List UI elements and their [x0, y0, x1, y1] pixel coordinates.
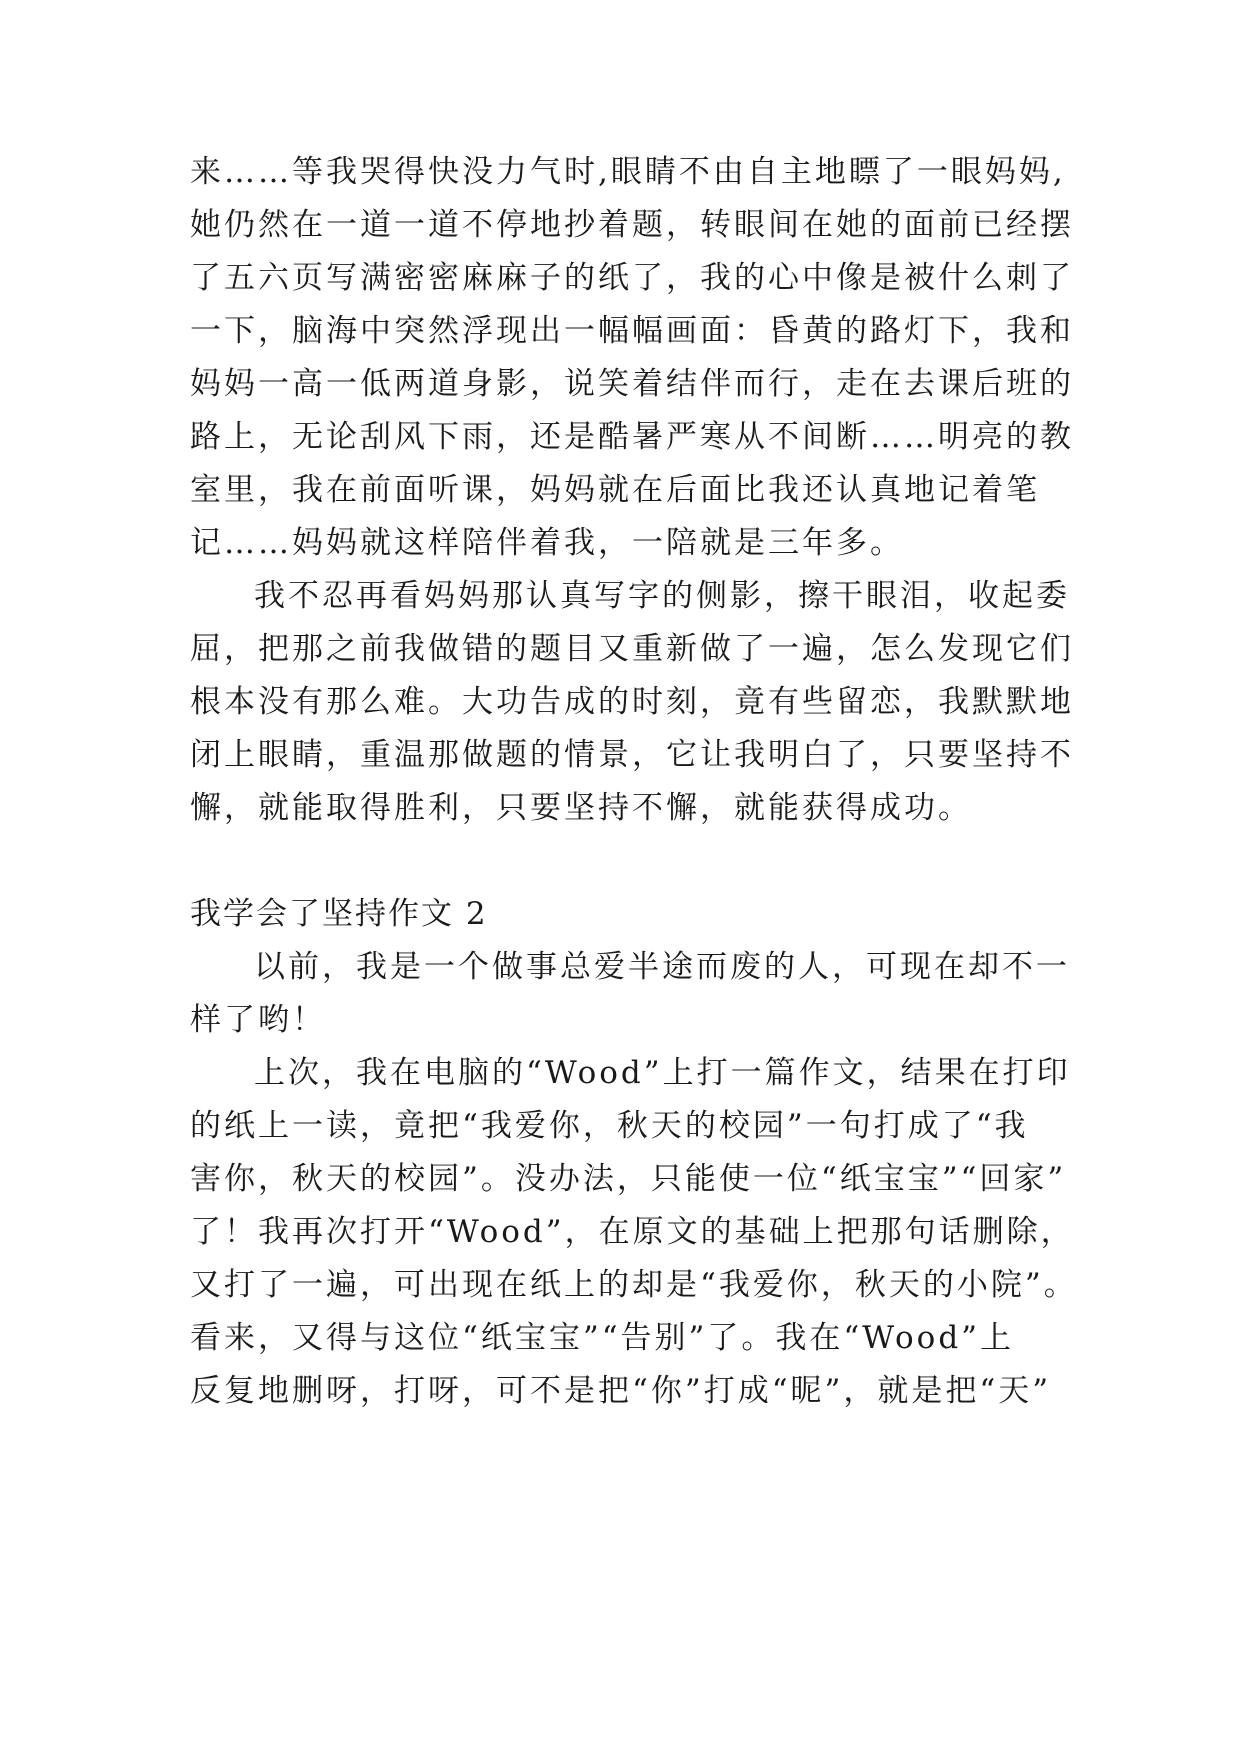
paragraph-start-line: 以前，我是一个做事总爱半途而废的人，可现在却不一 — [254, 949, 1070, 985]
text-line: 害你，秋天的校园”。没办法，只能使一位“纸宝宝”“回家” — [190, 1161, 1067, 1197]
text-line: 了！我再次打开“Wood”，在原文的基础上把那句话删除， — [190, 1214, 1075, 1250]
text-line: 路上，无论刮风下雨，还是酷暑严寒从不间断……明亮的教 — [190, 419, 1074, 455]
text-line: 反复地删呀，打呀，可不是把“你”打成“昵”，就是把“天” — [190, 1373, 1052, 1409]
text-line: 闭上眼睛，重温那做题的情景，它让我明白了，只要坚持不 — [190, 737, 1074, 773]
section-title: 我学会了坚持作文 2 — [190, 896, 488, 932]
text-line: 她仍然在一道一道不停地抄着题，转眼间在她的面前已经摆 — [190, 207, 1074, 243]
text-line: 屈，把那之前我做错的题目又重新做了一遍，怎么发现它们 — [190, 631, 1074, 667]
paragraph-start-line: 我不忍再看妈妈那认真写字的侧影，擦干眼泪，收起委 — [254, 578, 1070, 614]
text-line: 的纸上一读，竟把“我爱你，秋天的校园”一句打成了“我 — [190, 1108, 1029, 1144]
text-line: 懈，就能取得胜利，只要坚持不懈，就能获得成功。 — [190, 790, 972, 826]
text-line: 室里，我在前面听课，妈妈就在后面比我还认真地记着笔 — [190, 472, 1040, 508]
text-line: 一下，脑海中突然浮现出一幅幅画面：昏黄的路灯下，我和 — [190, 313, 1074, 349]
text-line: 来……等我哭得快没力气时,眼睛不由自主地瞟了一眼妈妈, — [190, 154, 1066, 190]
text-line: 记……妈妈就这样陪伴着我，一陪就是三年多。 — [190, 525, 904, 561]
text-line: 根本没有那么难。大功告成的时刻，竟有些留恋，我默默地 — [190, 684, 1074, 720]
text-line: 样了哟！ — [190, 1002, 326, 1038]
text-line: 又打了一遍，可出现在纸上的却是“我爱你，秋天的小院”。 — [190, 1267, 1078, 1303]
text-line: 看来，又得与这位“纸宝宝”“告别”了。我在“Wood”上 — [190, 1320, 1015, 1356]
text-line: 妈妈一高一低两道身影，说笑着结伴而行，走在去课后班的 — [190, 366, 1074, 402]
text-line: 了五六页写满密密麻麻子的纸了，我的心中像是被什么刺了 — [190, 260, 1074, 296]
paragraph-start-line: 上次，我在电脑的“Wood”上打一篇作文，结果在打印 — [254, 1055, 1071, 1091]
